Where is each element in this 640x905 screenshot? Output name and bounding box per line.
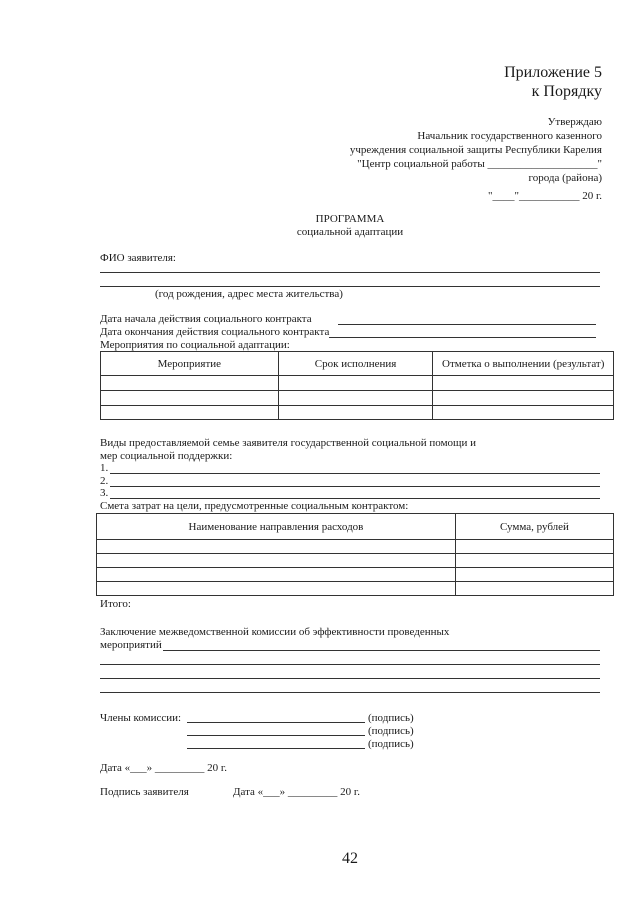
table-row[interactable] [97, 582, 614, 596]
aid-item-3-field[interactable] [110, 498, 600, 499]
approval-center: "Центр социальной работы ____________________" [357, 158, 602, 170]
contract-start-field[interactable] [338, 324, 596, 325]
measures-label: Мероприятия по социальной адаптации: [100, 339, 290, 351]
commission-sign-caption-2: (подпись) [368, 725, 414, 737]
aid-item-2: 2. [100, 475, 109, 487]
measures-table-header [101, 352, 614, 376]
aid-text-1: Виды предоставляемой семье заявителя государственной социальной помощи и [100, 437, 477, 449]
program-subtitle: социальной адаптации [296, 226, 404, 238]
fio-label: ФИО заявителя: [100, 252, 176, 264]
aid-item-3: 3. [100, 487, 109, 499]
aid-item-1-field[interactable] [110, 473, 600, 474]
conclusion-text-1: Заключение межведомственной комиссии об эффективности проведенных [100, 626, 450, 638]
table-row[interactable] [97, 554, 614, 568]
appendix-number: Приложение 5 [504, 64, 602, 81]
commission-sign-field-3[interactable] [187, 748, 365, 749]
table-row[interactable] [101, 391, 614, 406]
aid-item-1: 1. [100, 462, 109, 474]
col-deadline: Срок исполнения [278, 352, 433, 376]
fio-line-1[interactable] [100, 272, 600, 273]
applicant-sign-label: Подпись заявителя [100, 786, 189, 798]
table-row[interactable] [101, 376, 614, 391]
col-amount: Сумма, рублей [455, 514, 613, 540]
conclusion-line-2[interactable] [100, 664, 600, 665]
commission-label: Члены комиссии: [100, 712, 182, 724]
approval-city: города (района) [528, 172, 602, 184]
page-number: 42 [342, 850, 358, 867]
col-result: Отметка о выполнении (результат) [433, 352, 614, 376]
program-title: ПРОГРАММА [315, 213, 385, 225]
expenses-table [96, 513, 614, 596]
approval-position: Начальник государственного казенного [417, 130, 602, 142]
commission-sign-caption-1: (подпись) [368, 712, 414, 724]
commission-sign-caption-3: (подпись) [368, 738, 414, 750]
conclusion-line-1[interactable] [163, 650, 600, 651]
conclusion-line-4[interactable] [100, 692, 600, 693]
contract-start-label: Дата начала действия социального контракта [100, 313, 312, 325]
contract-end-field[interactable] [329, 337, 596, 338]
col-measure: Мероприятие [101, 352, 279, 376]
approval-institution: учреждения социальной защиты Республики Карелия [349, 144, 602, 156]
table-row[interactable] [97, 568, 614, 582]
aid-item-2-field[interactable] [110, 486, 600, 487]
appendix-reference: к Порядку [531, 83, 602, 100]
applicant-sign-date: Дата «___» _________ 20 г. [233, 786, 360, 798]
total-label: Итого: [100, 598, 131, 610]
commission-sign-field-2[interactable] [187, 735, 365, 736]
conclusion-line-3[interactable] [100, 678, 600, 679]
measures-table [100, 351, 614, 420]
birth-address-note: (год рождения, адрес места жительства) [155, 288, 343, 300]
table-row[interactable] [101, 406, 614, 420]
contract-end-label: Дата окончания действия социального контракта [100, 326, 330, 338]
conclusion-text-2: мероприятий [100, 639, 162, 651]
table-row[interactable] [97, 540, 614, 554]
estimate-label: Смета затрат на цели, предусмотренные социальным контрактом: [100, 500, 409, 512]
expenses-table-header [97, 514, 614, 540]
date-line: Дата «___» _________ 20 г. [100, 762, 227, 774]
approval-approve: Утверждаю [547, 116, 602, 128]
fio-line-2[interactable] [100, 286, 600, 287]
commission-sign-field-1[interactable] [187, 722, 365, 723]
approval-date: "____"___________ 20 г. [487, 190, 602, 202]
col-expense-direction: Наименование направления расходов [97, 514, 456, 540]
aid-text-2: мер социальной поддержки: [100, 450, 233, 462]
